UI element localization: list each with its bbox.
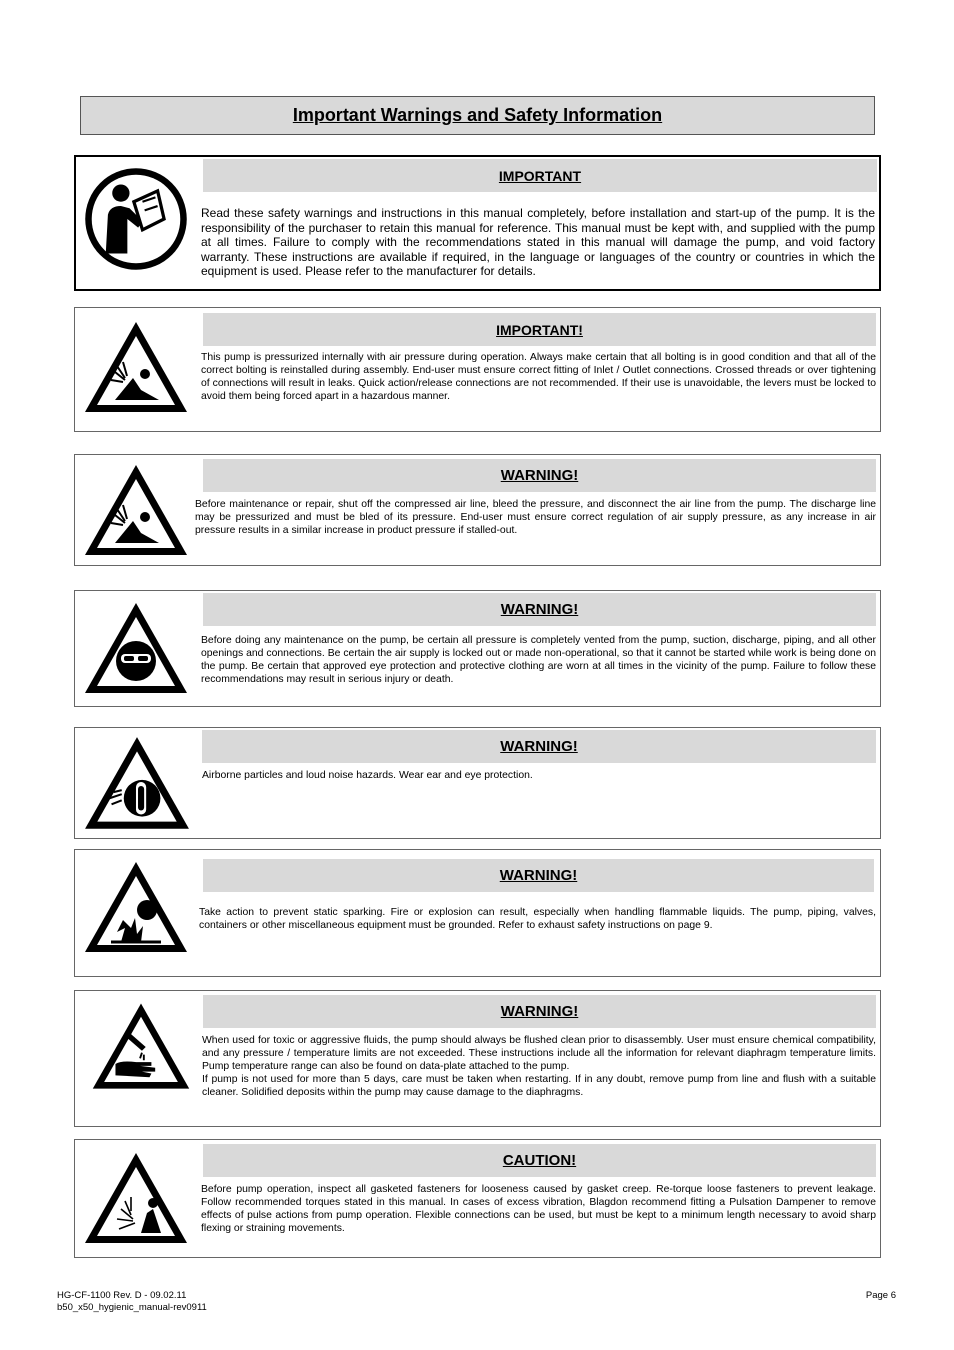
section-text: Before maintenance or repair, shut off the compressed air line, bleed the pressure, and disconnect the air line from the pump. The discharge line may be pressurized and must be bled of its pressure. End-user must ensure correct regulation of air supply pressure, as any increase in air pressure results in a similar increase in product pressure if stalled-out. <box>195 499 876 536</box>
page-title-text: Important Warnings and Safety Information <box>292 105 663 125</box>
safety-section-toxic-fluids <box>74 990 881 1127</box>
safety-section-pressure <box>74 307 881 432</box>
section-text: This pump is pressurized internally with air pressure during operation. Always make certain that all bolting is in good condition and that all of the correct bolting is reinstalled during assembly. End-user must ensure correct fitting of Inlet / Outlet connections. Crossed threads or over tightening of connections will result in leaks. Quick action/release connections are not recommended. If their use is unavoidable, the levers must be locked to avoid them being forced apart in a hazardous manner. <box>201 352 876 402</box>
spray-hazard-icon <box>81 1148 191 1250</box>
section-text: Take action to prevent static sparking. Fire or explosion can result, especially when handling flammable liquids. The pump, piping, valves, containers or other miscellaneous equipment must be grounded. Refer to exhaust safety instructions on page 9. <box>199 907 876 931</box>
section-heading: WARNING! <box>203 995 876 1028</box>
pressure-hazard-icon <box>81 318 191 418</box>
section-heading: WARNING! <box>203 859 874 892</box>
section-heading: WARNING! <box>203 459 876 492</box>
ear-eye-protection-icon <box>81 732 193 836</box>
section-heading: IMPORTANT! <box>203 313 876 346</box>
section-text: Before pump operation, inspect all gasketed fasteners for looseness caused by gasket creep. Re-torque loose fasteners to prevent leakage. Follow recommended torques stated in this manual. In cases of excess vibration, Blagdon recommend fitting a Pulsation Dampener to remove effects of pulse actions from pump operation. Flexible connections can be used, but must be kept to a minimum length necessary to avoid sharp flexing or straining movements. <box>201 1184 876 1234</box>
footer-page-number: Page 6 <box>865 1290 896 1301</box>
page-title <box>80 96 875 135</box>
section-text: Read these safety warnings and instructions in this manual completely, before installation and start-up of the pump. It is the responsibility of the purchaser to retain this manual for reference. This manual must be kept with, and supplied with the pump at all times. Failure to comply with the recommendations stated in this manual will damage the pump, and void factory warranty. These instructions are available if required, in the language or languages of the country or countries in which the equipment is used. Please refer to the manufacturer for details. <box>201 206 875 279</box>
footer-left <box>57 1290 207 1314</box>
safety-section-ear-eye <box>74 727 881 839</box>
pressure-hazard-icon <box>81 461 191 561</box>
footer-doc-ref: HG-CF-1100 Rev. D - 09.02.11 <box>57 1290 187 1301</box>
footer-file-name: b50_x50_hygienic_manual-rev0911 <box>57 1302 207 1313</box>
section-text: Airborne particles and loud noise hazards. Wear ear and eye protection. <box>202 770 533 781</box>
section-text: Before doing any maintenance on the pump, be certain all pressure is completely vented from the pump, suction, discharge, piping, and all other openings and connections. Be certain the air supply is locked out or made non-operational, so that it cannot be started while work is being done on the pump. Be certain that approved eye protection and protective clothing are worn at all times in the vicinity of the pump. Failure to follow these recommendations may result in serious injury or death. <box>201 635 876 685</box>
read-manual-icon <box>82 165 190 273</box>
section-text: When used for toxic or aggressive fluids, the pump should always be flushed clean prior to disassembly. User must ensure chemical compatibility, and any pressure / temperature limits are not exceeded. These instructions include all the information for relevant diaphragm temperature limits. Pump temperature range can also be found on data-plate attached to the pump. If pump is not used for more than 5 days, care must be taken when restarting. If in any doubt, remove pump from line and flush with a suitable cleaner. Solidified deposits within the pump may cause damage to the diaphragms. <box>202 1035 876 1098</box>
safety-section-eye-protection <box>74 590 881 707</box>
safety-section-static-sparking <box>74 849 881 977</box>
section-heading: WARNING! <box>202 730 876 763</box>
section-heading: IMPORTANT <box>203 159 877 192</box>
eye-protection-icon <box>81 599 191 699</box>
explosion-hazard-icon <box>81 858 191 958</box>
section-heading: WARNING! <box>203 593 876 626</box>
safety-section-important-manual <box>74 155 881 291</box>
section-heading: CAUTION! <box>203 1144 876 1177</box>
corrosive-hazard-icon <box>89 999 193 1095</box>
safety-section-maintenance <box>74 454 881 566</box>
safety-section-caution <box>74 1139 881 1258</box>
